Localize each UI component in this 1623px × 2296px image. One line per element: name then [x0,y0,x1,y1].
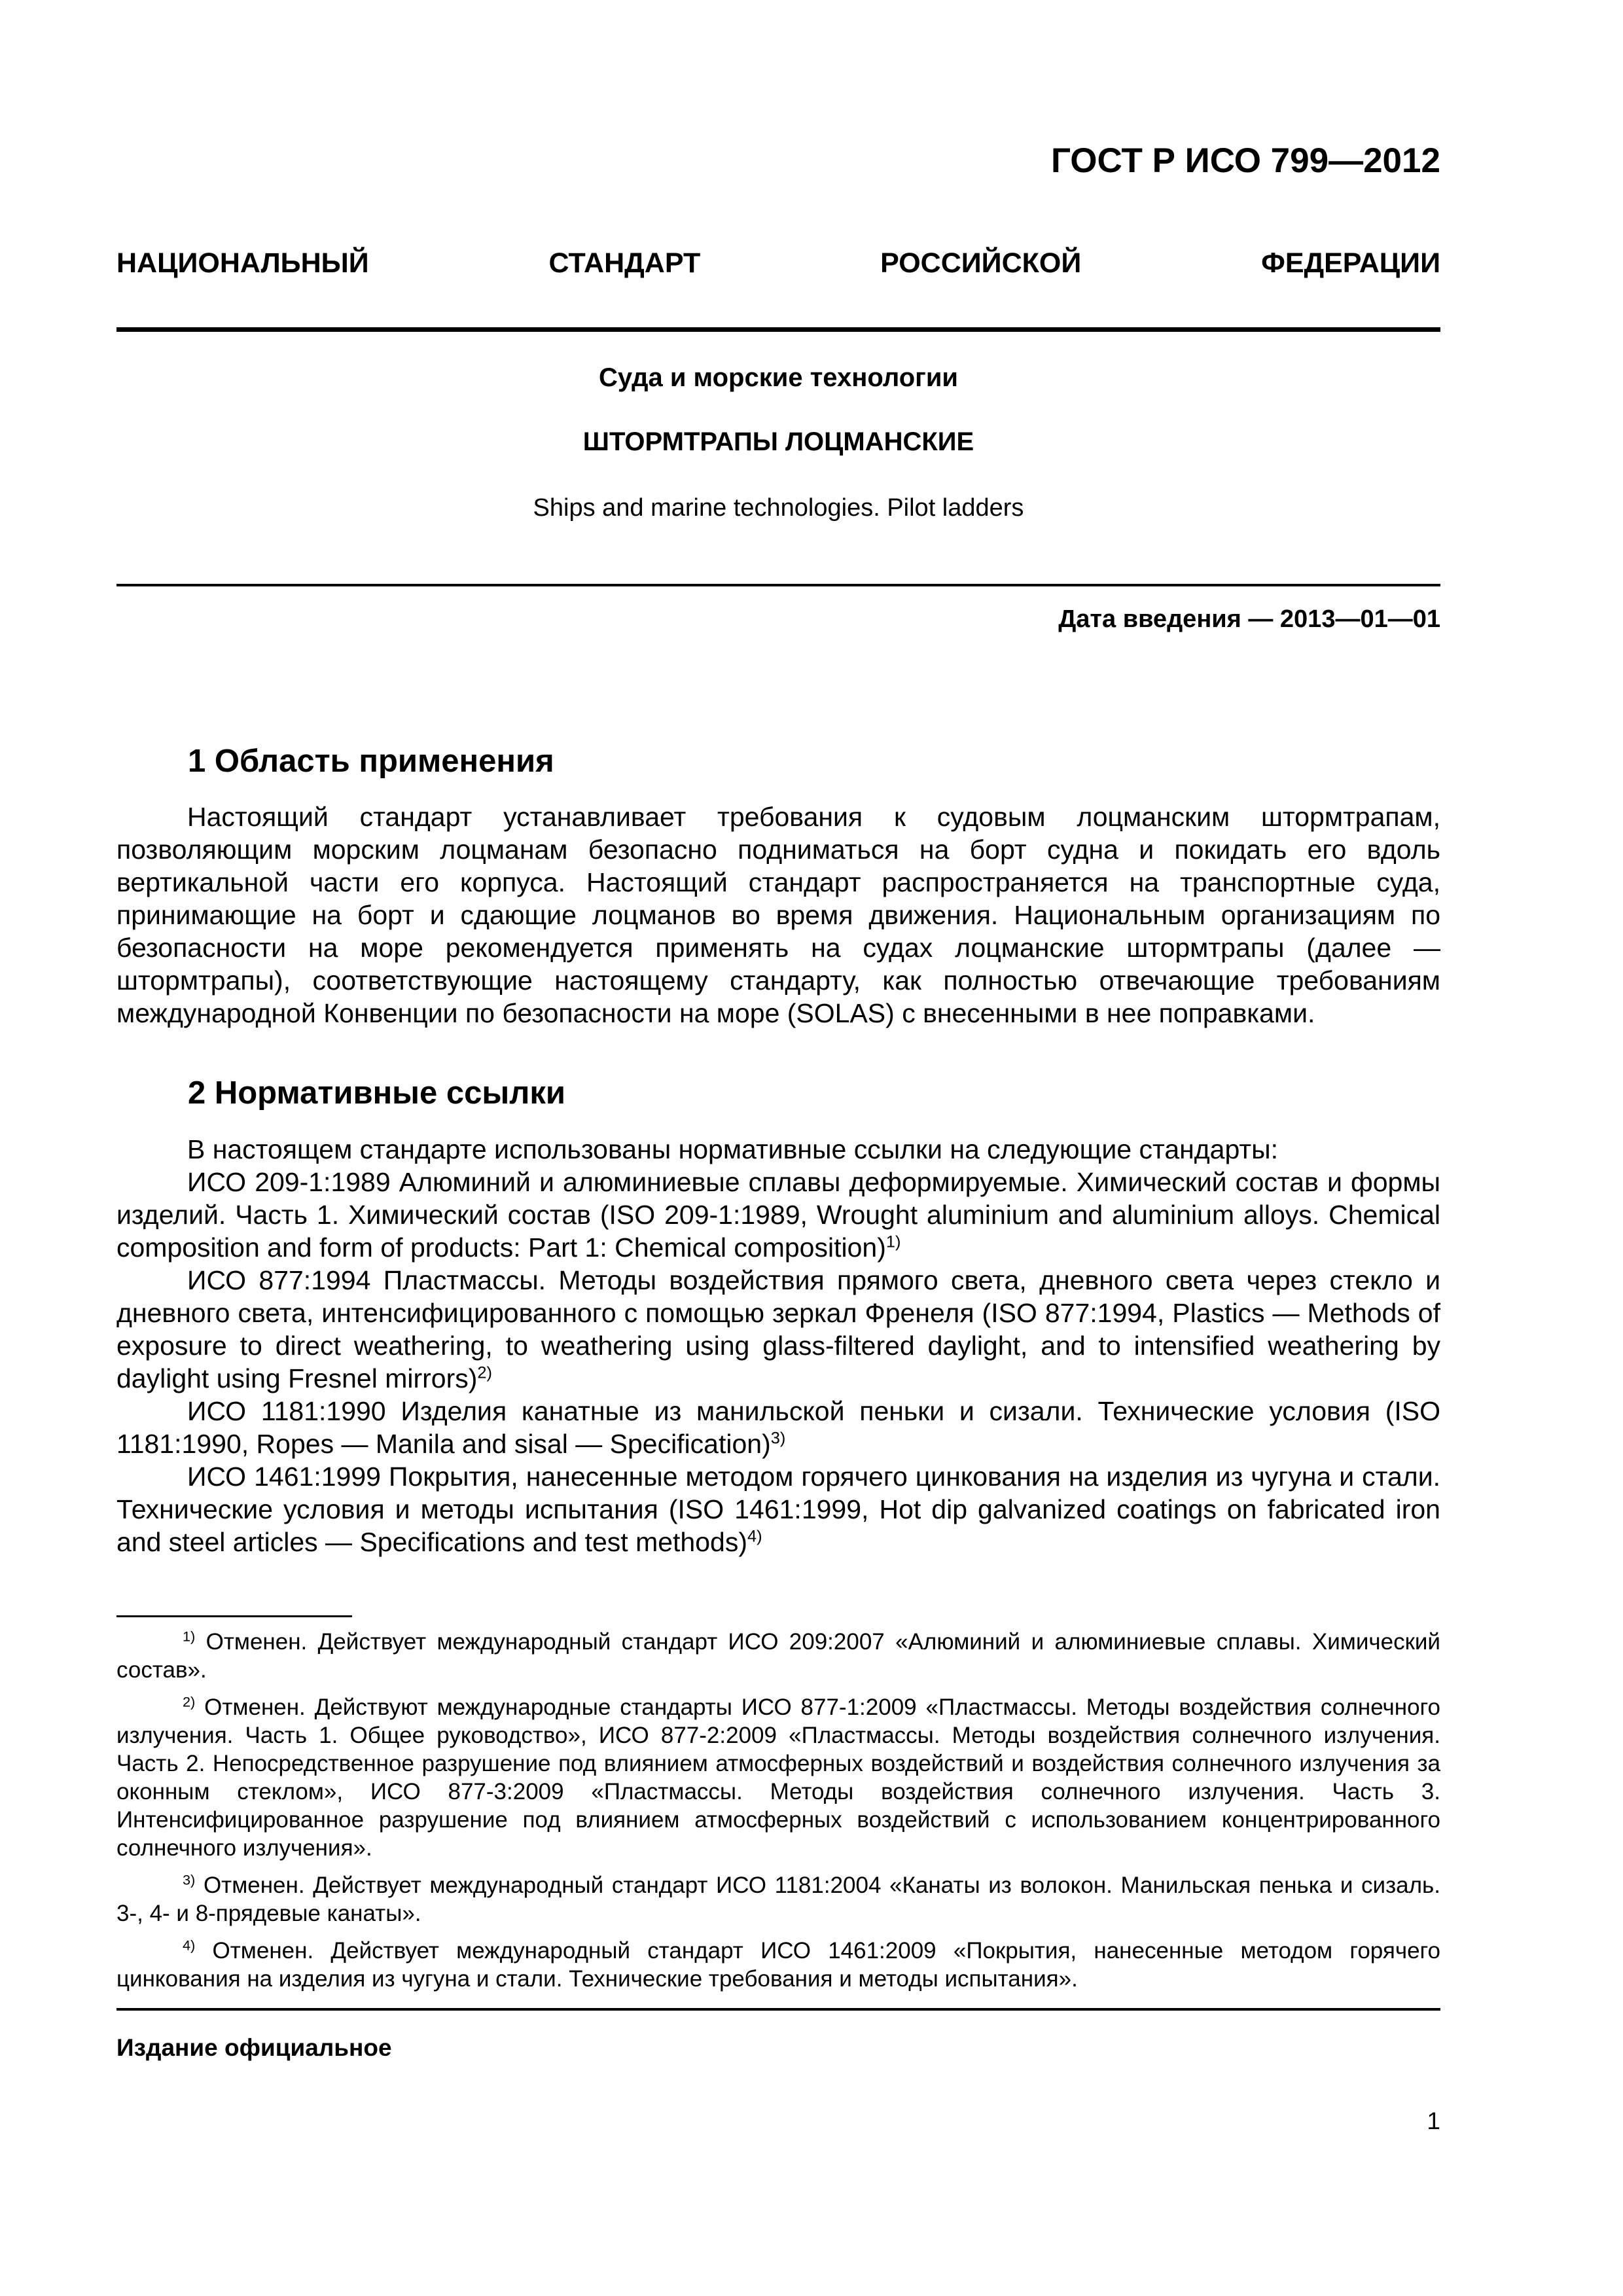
footnote-marker[interactable]: 1) [885,1232,901,1251]
national-standard-text: НАЦИОНАЛЬНЫЙ СТАНДАРТ РОССИЙСКОЙ ФЕДЕРАЦИИ [116,247,1440,279]
footnote-marker[interactable]: 3) [770,1429,786,1448]
footnote-number: 1) [183,1628,196,1645]
footnote [116,1628,1440,1684]
title-rule [116,584,1440,586]
standard-group: Суда и морские технологии [598,363,959,392]
introduction-date: Дата введения — 2013—01—01 [1058,605,1440,633]
footnotes [116,1628,1440,2002]
section-2-heading: 2 Нормативные ссылки [188,1075,565,1111]
edition-label: Издание официальное [116,2034,392,2061]
footnote-text: Отменен. Действует международный стандарт ИСО 1461:2009 «Покрытия, нанесенные методом горячего цинкования на изделия из чугуна и стали. Технические требования и методы испытания». [116,1938,1440,1992]
reference-item [116,1395,1440,1460]
reference-item [116,1460,1440,1558]
reference-text: ИСО 877:1994 Пластмассы. Методы воздействия прямого света, дневного света через стекло и дневного света, интенсифицированного с помощью зеркал Френеля (ISO 877:1994, Plastics — Methods of exposure to direct weathering, to weathering using glass-filtered daylight, and to intensified weathering by daylight using Fresnel mirrors) [116,1265,1440,1393]
standard-english-title: Ships and marine technologies. Pilot ladders [533,494,1024,522]
document-code: ГОСТ Р ИСО 799—2012 [1050,141,1440,180]
reference-text: ИСО 1461:1999 Покрытия, нанесенные методом горячего цинкования на изделия из чугуна и стали. Технические условия и методы испытания (ISO 1461:1999, Hot dip galvanized coatings on fabricated iron and steel articles — Specifications and test methods) [116,1462,1440,1557]
national-standard-heading [116,247,1440,279]
reference-item [116,1264,1440,1395]
page-number: 1 [1427,2108,1440,2134]
footnote-separator [116,1615,352,1617]
section-2-body [116,1133,1440,1558]
footnote [116,1693,1440,1862]
standard-title: ШТОРМТРАПЫ ЛОЦМАНСКИЕ [582,427,974,456]
section-1-heading: 1 Область применения [188,744,554,779]
footnote-text: Отменен. Действует международный стандарт ИСО 209:2007 «Алюминий и алюминиевые сплавы. Химический состав». [116,1629,1440,1683]
footnote-number: 4) [183,1937,196,1954]
footnote-number: 3) [183,1871,196,1888]
footnote-number: 2) [183,1693,196,1710]
footnote-text: Отменен. Действуют международные стандарты ИСО 877-1:2009 «Пластмассы. Методы воздействия солнечного излучения. Часть 1. Общее руководство», ИСО 877-2:2009 «Пластмассы. Методы воздействия солнечного излучения. Часть 2. Непосредственное разрушение под влиянием атмосферных воздействий и воздействия солнечного излучения за оконным стеклом», ИСО 877-3:2009 «Пластмассы. Методы воздействия солнечного излучения. Часть 3. Интенсифицированное разрушение под влиянием атмосферных воздействий с использованием концентрированного солнечного излучения». [116,1695,1440,1861]
reference-text: ИСО 1181:1990 Изделия канатные из манильской пеньки и сизали. Технические условия (ISO 1181:1990, Ropes — Manila and sisal — Specification) [116,1396,1440,1459]
section-2-intro: В настоящем стандарте использованы нормативные ссылки на следующие стандарты: [187,1134,1279,1164]
reference-item [116,1166,1440,1264]
footnote-marker[interactable]: 4) [747,1527,762,1546]
footnote-marker[interactable]: 2) [477,1363,492,1382]
reference-text: ИСО 209-1:1989 Алюминий и алюминиевые сплавы деформируемые. Химический состав и формы изделий. Часть 1. Химический состав (ISO 209-1:1989, Wrought aluminium and aluminium alloys. Chemical composition and form of products: Part 1: Chemical composition) [116,1167,1440,1263]
section-1-paragraph: Настоящий стандарт устанавливает требования к судовым лоцманским штормтрапам, позволяющим морским лоцманам безопасно подниматься на борт судна и покидать его вдоль вертикальной части его корпуса. Настоящий стандарт распространяется на транспортные суда, принимающие на борт и сдающие лоцманов во время движения. Национальным организациям по безопасности на море рекомендуется применять на судах лоцманские штормтрапы (далее — штормтрапы), соответствующие настоящему стандарту, как полностью отвечающие требованиям международной Конвенции по безопасности на море (SOLAS) с внесенными в нее поправками. [116,802,1440,1028]
header-rule [116,327,1440,332]
section-1-body [116,800,1440,1030]
footnote [116,1871,1440,1928]
footer-rule [116,2008,1440,2011]
footnote-text: Отменен. Действует международный стандарт ИСО 1181:2004 «Канаты из волокон. Манильская пенька и сизаль. 3-, 4- и 8-прядевые канаты». [116,1873,1440,1926]
footnote [116,1937,1440,1993]
